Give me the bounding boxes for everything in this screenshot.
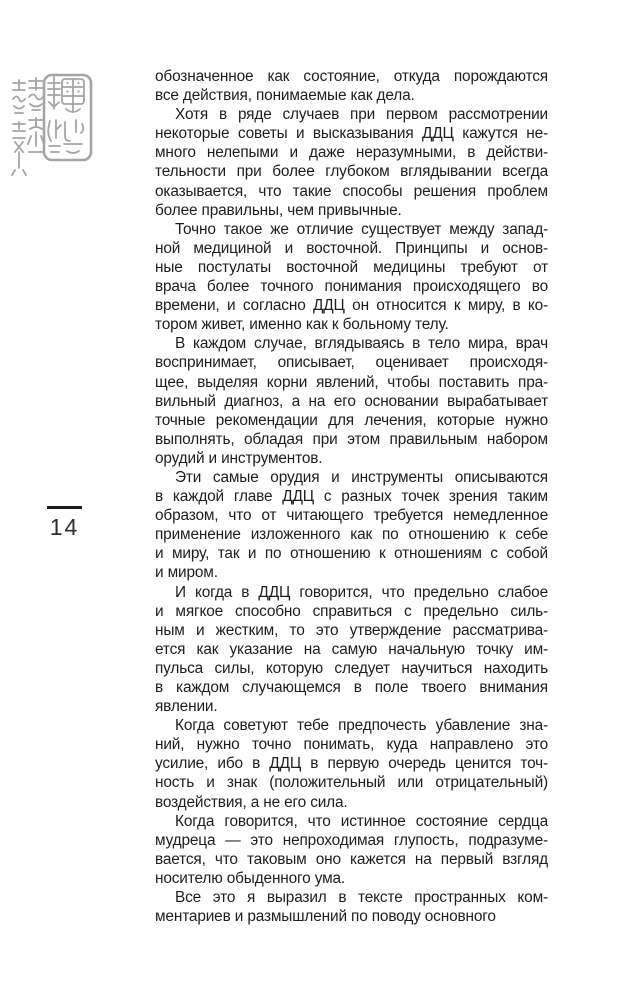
body-text: [155, 67, 548, 926]
text-line: носителю обыденного ума.: [155, 869, 346, 887]
text-line: в каждой главе ДДЦ с разных точек зрения таким: [155, 488, 548, 506]
text-line: точные рекомендации для лечения, которые нужно: [155, 411, 548, 429]
text-line: вается, что таковым оно кажется на первый взгляд: [155, 850, 548, 868]
text-line: и миром.: [155, 564, 218, 582]
text-line: Все это я выразил в тексте пространных ком-: [175, 889, 548, 907]
text-line: Когда советуют тебе предпочесть убавление зна-: [175, 717, 548, 735]
text-line: воздействия, а не его сила.: [155, 793, 348, 811]
text-line: вильный диагноз, а на его основании вырабатывает: [155, 392, 548, 410]
text-line: ным и жестким, то это утверждение рассматрива-: [155, 621, 548, 639]
text-line: ется как указание на самую начальную точку им-: [155, 640, 548, 658]
text-line: и мягкое способно справиться с предельно силь-: [155, 602, 548, 620]
text-line: все действия, понимаемые как дела.: [155, 87, 415, 105]
text-line: много нелепыми и даже неразумными, в действи-: [155, 144, 548, 162]
text-line: некоторые советы и высказывания ДДЦ кажутся не-: [155, 125, 548, 143]
text-line: мудреца — это непроходимая глупость, подразуме-: [155, 831, 548, 849]
text-line: врача более точного понимания происходящего во: [155, 278, 548, 296]
text-line: в каждом случающемся в поле твоего внимания: [155, 679, 548, 696]
text-line: выполнять, обладая при этом правильным набором: [155, 430, 548, 448]
text-line: тельности при более глубоком вглядывании всегда: [155, 163, 548, 181]
page-number-block: [47, 506, 82, 539]
text-line: тором живет, именно как к больному телу.: [155, 316, 449, 334]
text-line: Эти самые орудия и инструменты описываются: [175, 468, 548, 486]
text-line: щее, выделяя корни явлений, чтобы поставить пра-: [155, 373, 548, 391]
text-line: более правильны, чем привычные.: [155, 201, 402, 219]
chinese-seal-stamp-icon: [6, 72, 96, 184]
text-line: И когда в ДДЦ говорится, что предельно слабое: [175, 583, 548, 601]
text-line: В каждом случае, вглядываясь в тело мира, врач: [175, 335, 548, 353]
text-line: Хотя в ряде случаев при первом рассмотрении: [175, 106, 548, 124]
text-line: ментариев и размышлений по поводу основного: [155, 908, 496, 926]
text-line: пульса силы, которую следует научиться находить: [155, 659, 548, 677]
text-line: оказывается, что такие способы решения проблем: [155, 182, 548, 200]
text-line: Когда говорится, что истинное состояние сердца: [175, 812, 548, 830]
text-line: применение изложенного как по отношению к себе: [155, 526, 548, 544]
text-line: усилие, ибо в ДДЦ в первую очередь ценится точ-: [155, 755, 548, 773]
page-number-rule: [47, 506, 82, 509]
text-line: явлении.: [155, 698, 218, 716]
page-number: 14: [49, 514, 80, 540]
text-line: обозначенное как состояние, откуда порождаются: [155, 68, 548, 85]
text-line: Точно такое же отличие существует между запад-: [175, 220, 548, 238]
text-line: и миру, так и по отношению к отношениям с собой: [155, 545, 548, 563]
text-line: ной медициной и восточной. Принципы и основ-: [155, 239, 548, 257]
text-line: воспринимает, описывает, оценивает происходя-: [155, 354, 548, 372]
text-line: ность и знак (положительный или отрицательный): [155, 774, 548, 792]
text-line: ний, нужно точно понимать, куда направлено это: [155, 736, 548, 754]
text-line: образом, что от читающего требуется немедленное: [155, 507, 548, 525]
text-line: ные постулаты восточной медицины требуют от: [155, 258, 548, 276]
text-line: орудий и инструментов.: [155, 449, 323, 467]
text-line: времени, и согласно ДДЦ он относится к миру, в ко-: [155, 297, 548, 315]
